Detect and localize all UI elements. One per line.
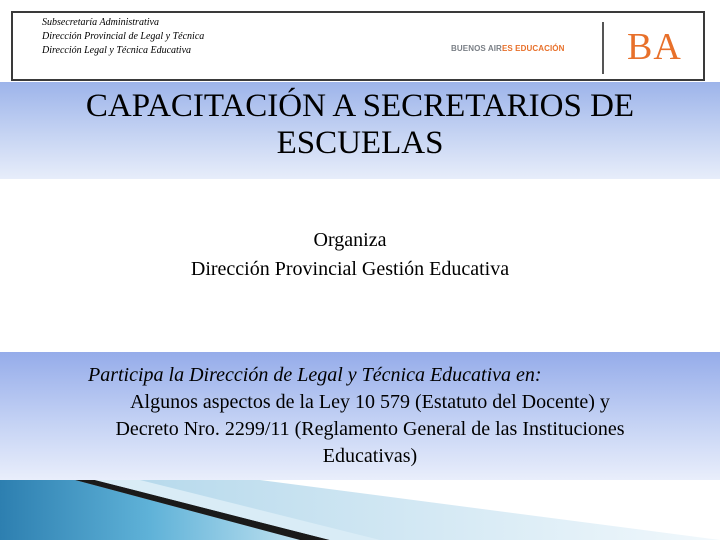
page-title — [0, 88, 720, 162]
participa-body — [50, 389, 690, 470]
title-line-2: ESCUELAS — [276, 125, 444, 161]
participa-line-2: Decreto Nro. 2299/11 (Reglamento General de las Instituciones — [115, 418, 625, 440]
header-box — [11, 11, 705, 81]
logo-divider — [602, 22, 604, 74]
header-lines — [42, 16, 204, 58]
header-line-direccion-provincial: Dirección Provincial de Legal y Técnica — [42, 31, 205, 42]
header-line-direccion-legal: Dirección Legal y Técnica Educativa — [42, 45, 192, 56]
logo-text-grey: BUENOS AIR — [451, 44, 502, 53]
logo-text-orange: ES EDUCACIÓN — [501, 44, 565, 53]
participa-intro: Participa la Dirección de Legal y Técnica Educativa en: — [88, 364, 542, 386]
footer-decoration — [0, 480, 720, 540]
participa-line-1: Algunos aspectos de la Ley 10 579 (Estatuto del Docente) y — [130, 391, 610, 413]
header-line-subsecretaria: Subsecretaría Administrativa — [42, 17, 159, 28]
title-line-1: CAPACITACIÓN A SECRETARIOS DE — [85, 88, 635, 124]
organiza-label: Organiza — [313, 229, 387, 251]
participa-line-3: Educativas) — [322, 445, 418, 467]
organiza-block — [0, 226, 700, 284]
ba-logo-mark: BA — [627, 26, 682, 68]
buenos-aires-educacion-logo — [451, 44, 564, 53]
organizer-name: Dirección Provincial Gestión Educativa — [190, 258, 510, 280]
